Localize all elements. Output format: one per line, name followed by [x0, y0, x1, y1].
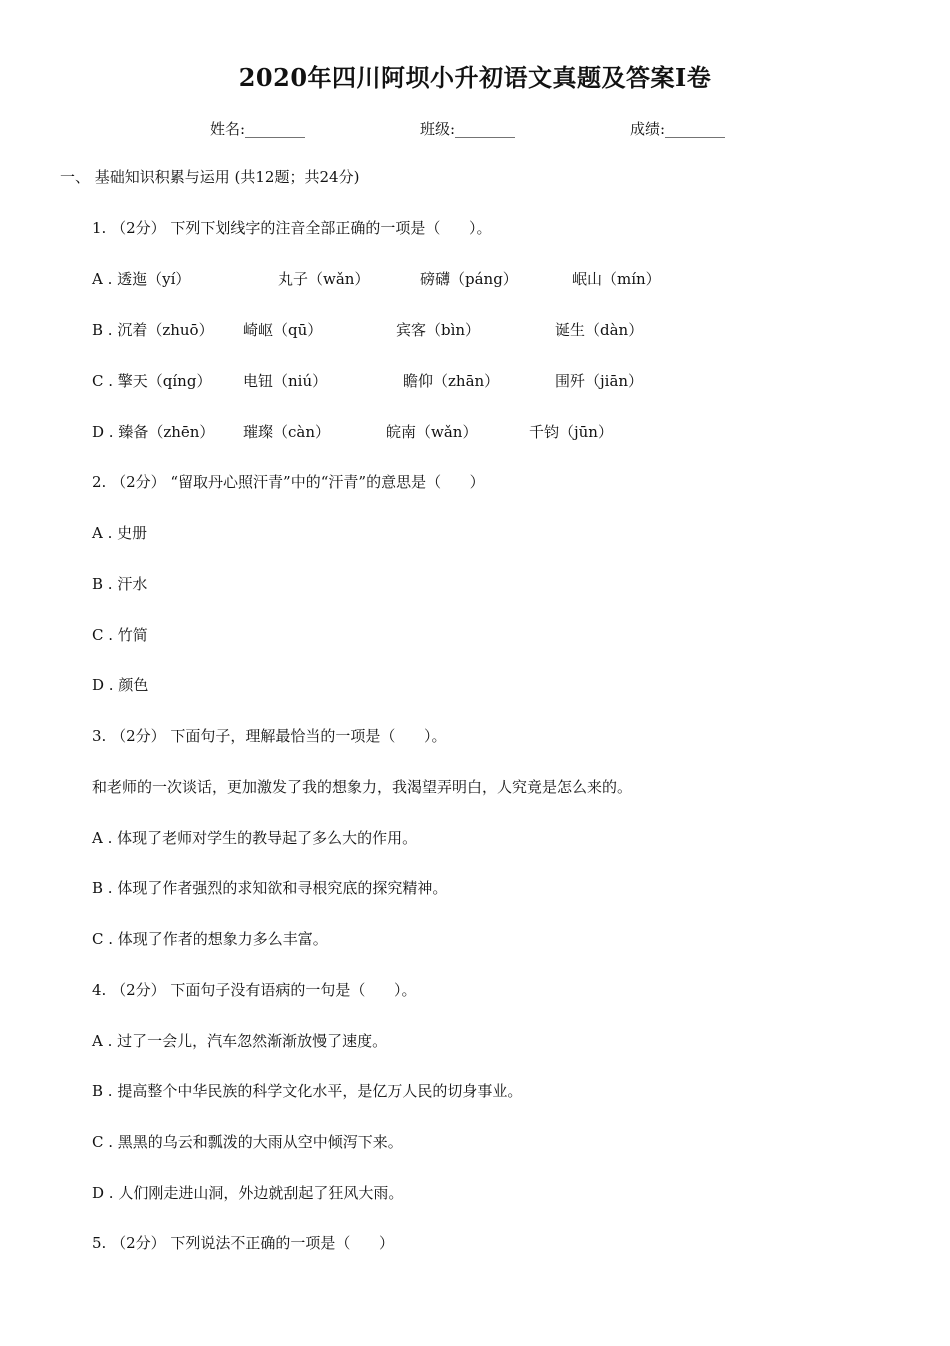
- q1-option-b-3: 宾客（bìn）: [396, 321, 481, 339]
- q1-option-c-4: 围歼（jiān）: [555, 372, 644, 390]
- q1-option-d-1: D . 臻备（zhēn）: [92, 423, 215, 441]
- q1-option-a-2: 丸子（wǎn）: [278, 270, 370, 288]
- q1-option-d-3: 皖南（wǎn）: [386, 423, 478, 441]
- q4-option-a: A . 过了一会儿，汽车忽然渐渐放慢了速度。: [92, 1032, 388, 1050]
- student-name-field: 姓名:________: [210, 120, 306, 138]
- q1-option-c-3: 瞻仰（zhān）: [403, 372, 500, 390]
- score-field: 成绩:________: [630, 120, 726, 138]
- q1-option-b-2: 崎岖（qū）: [243, 321, 323, 339]
- question-4-stem: 4. （2分） 下面句子没有语病的一句是（ ）。: [92, 981, 417, 999]
- question-2-stem: 2. （2分） “留取丹心照汗青”中的“汗青”的意思是（ ）: [92, 473, 485, 491]
- class-field: 班级:________: [420, 120, 516, 138]
- question-1-stem: 1. （2分） 下列下划线字的注音全部正确的一项是（ ）。: [92, 219, 492, 237]
- q3-option-c: C . 体现了作者的想象力多么丰富。: [92, 930, 328, 948]
- q4-option-c: C . 黑黑的乌云和瓢泼的大雨从空中倾泻下来。: [92, 1133, 403, 1151]
- q1-option-b-1: B . 沉着（zhuō）: [92, 321, 214, 339]
- question-3-stem: 3. （2分） 下面句子，理解最恰当的一项是（ ）。: [92, 727, 447, 745]
- q1-option-c-2: 电钮（niú）: [243, 372, 328, 390]
- q1-option-b-4: 诞生（dàn）: [555, 321, 644, 339]
- q1-option-a-1: A . 透迤（yí）: [92, 270, 191, 288]
- q4-option-b: B . 提高整个中华民族的科学文化水平，是亿万人民的切身事业。: [92, 1082, 523, 1100]
- section-heading: 一、 基础知识积累与运用 (共12题；共24分): [60, 168, 360, 186]
- q2-option-a: A . 史册: [92, 524, 148, 542]
- question-3-passage: 和老师的一次谈话，更加激发了我的想象力，我渴望弄明白，人究竟是怎么来的。: [92, 778, 633, 796]
- q2-option-d: D . 颜色: [92, 676, 149, 694]
- q3-option-b: B . 体现了作者强烈的求知欲和寻根究底的探究精神。: [92, 879, 448, 897]
- exam-title: 2020年四川阿坝小升初语文真题及答案I卷: [238, 63, 712, 92]
- q2-option-c: C . 竹简: [92, 626, 148, 644]
- q2-option-b: B . 汗水: [92, 575, 148, 593]
- q4-option-d: D . 人们刚走进山洞，外边就刮起了狂风大雨。: [92, 1184, 404, 1202]
- q1-option-d-2: 璀璨（càn）: [243, 423, 331, 441]
- q1-option-d-4: 千钧（jūn）: [529, 423, 613, 441]
- q1-option-a-3: 磅礴（páng）: [420, 270, 518, 288]
- q3-option-a: A . 体现了老师对学生的教导起了多么大的作用。: [92, 829, 418, 847]
- q1-option-c-1: C . 擎天（qíng）: [92, 372, 212, 390]
- question-5-stem: 5. （2分） 下列说法不正确的一项是（ ）: [92, 1234, 395, 1252]
- q1-option-a-4: 岷山（mín）: [572, 270, 661, 288]
